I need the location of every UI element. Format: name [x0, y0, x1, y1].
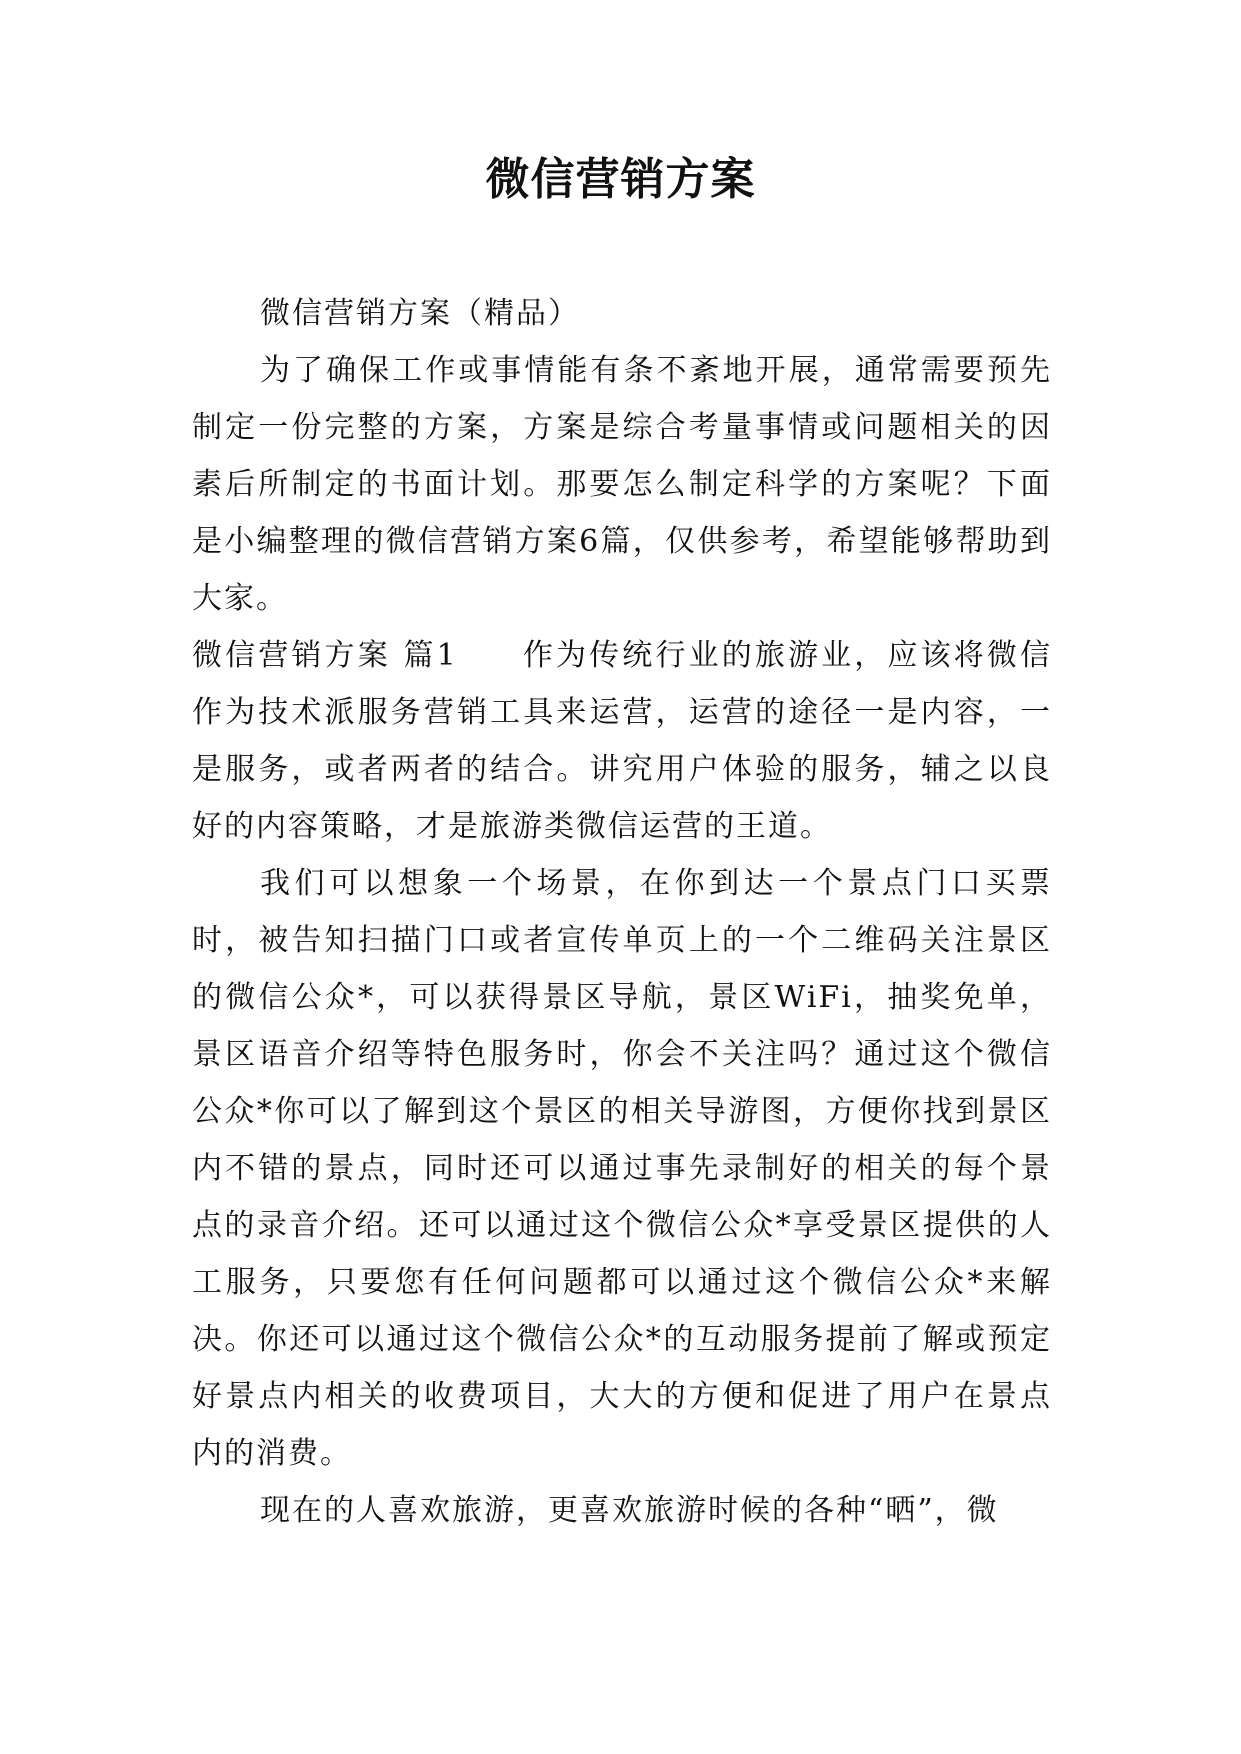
intro-paragraph: 为了确保工作或事情能有条不紊地开展，通常需要预先制定一份完整的方案，方案是综合考量事情或问题相关的因素后所制定的书面计划。那要怎么制定科学的方案呢？下面是小编整理的微信营销方案6篇，仅供参考，希望能够帮助到大家。 [192, 353, 1052, 616]
document-subtitle: 微信营销方案（精品） [260, 296, 580, 331]
scenario-paragraph: 我们可以想象一个场景，在你到达一个景点门口买票时，被告知扫描门口或者宣传单页上的一个二维码关注景区的微信公众*，可以获得景区导航，景区WiFi，抽奖免单，景区语音介绍等特色服务时，你会不关注吗？通过这个微信公众*你可以了解到这个景区的相关导游图，方便你找到景区内不错的景点，同时还可以通过事先录制好的相关的每个景点的录音介绍。还可以通过这个微信公众*享受景区提供的人工服务，只要您有任何问题都可以通过这个微信公众*来解决。你还可以通过这个微信公众*的互动服务提前了解或预定好景点内相关的收费项目，大大的方便和促进了用户在景点内的消费。 [192, 866, 1052, 1471]
document-body [192, 285, 1052, 1539]
document-title: 微信营销方案 [485, 154, 756, 205]
section-1-paragraph [192, 627, 1052, 855]
section-1-text: 作为传统行业的旅游业，应该将微信作为技术派服务营销工具来运营，运营的途径一是内容，一是服务，或者两者的结合。讲究用户体验的服务，辅之以良好的内容策略，才是旅游类微信运营的王道。 [192, 638, 1052, 844]
section-1-heading: 微信营销方案 篇1 [192, 638, 458, 673]
travel-sharing-paragraph: 现在的人喜欢旅游，更喜欢旅游时候的各种“晒”，微 [260, 1493, 999, 1528]
